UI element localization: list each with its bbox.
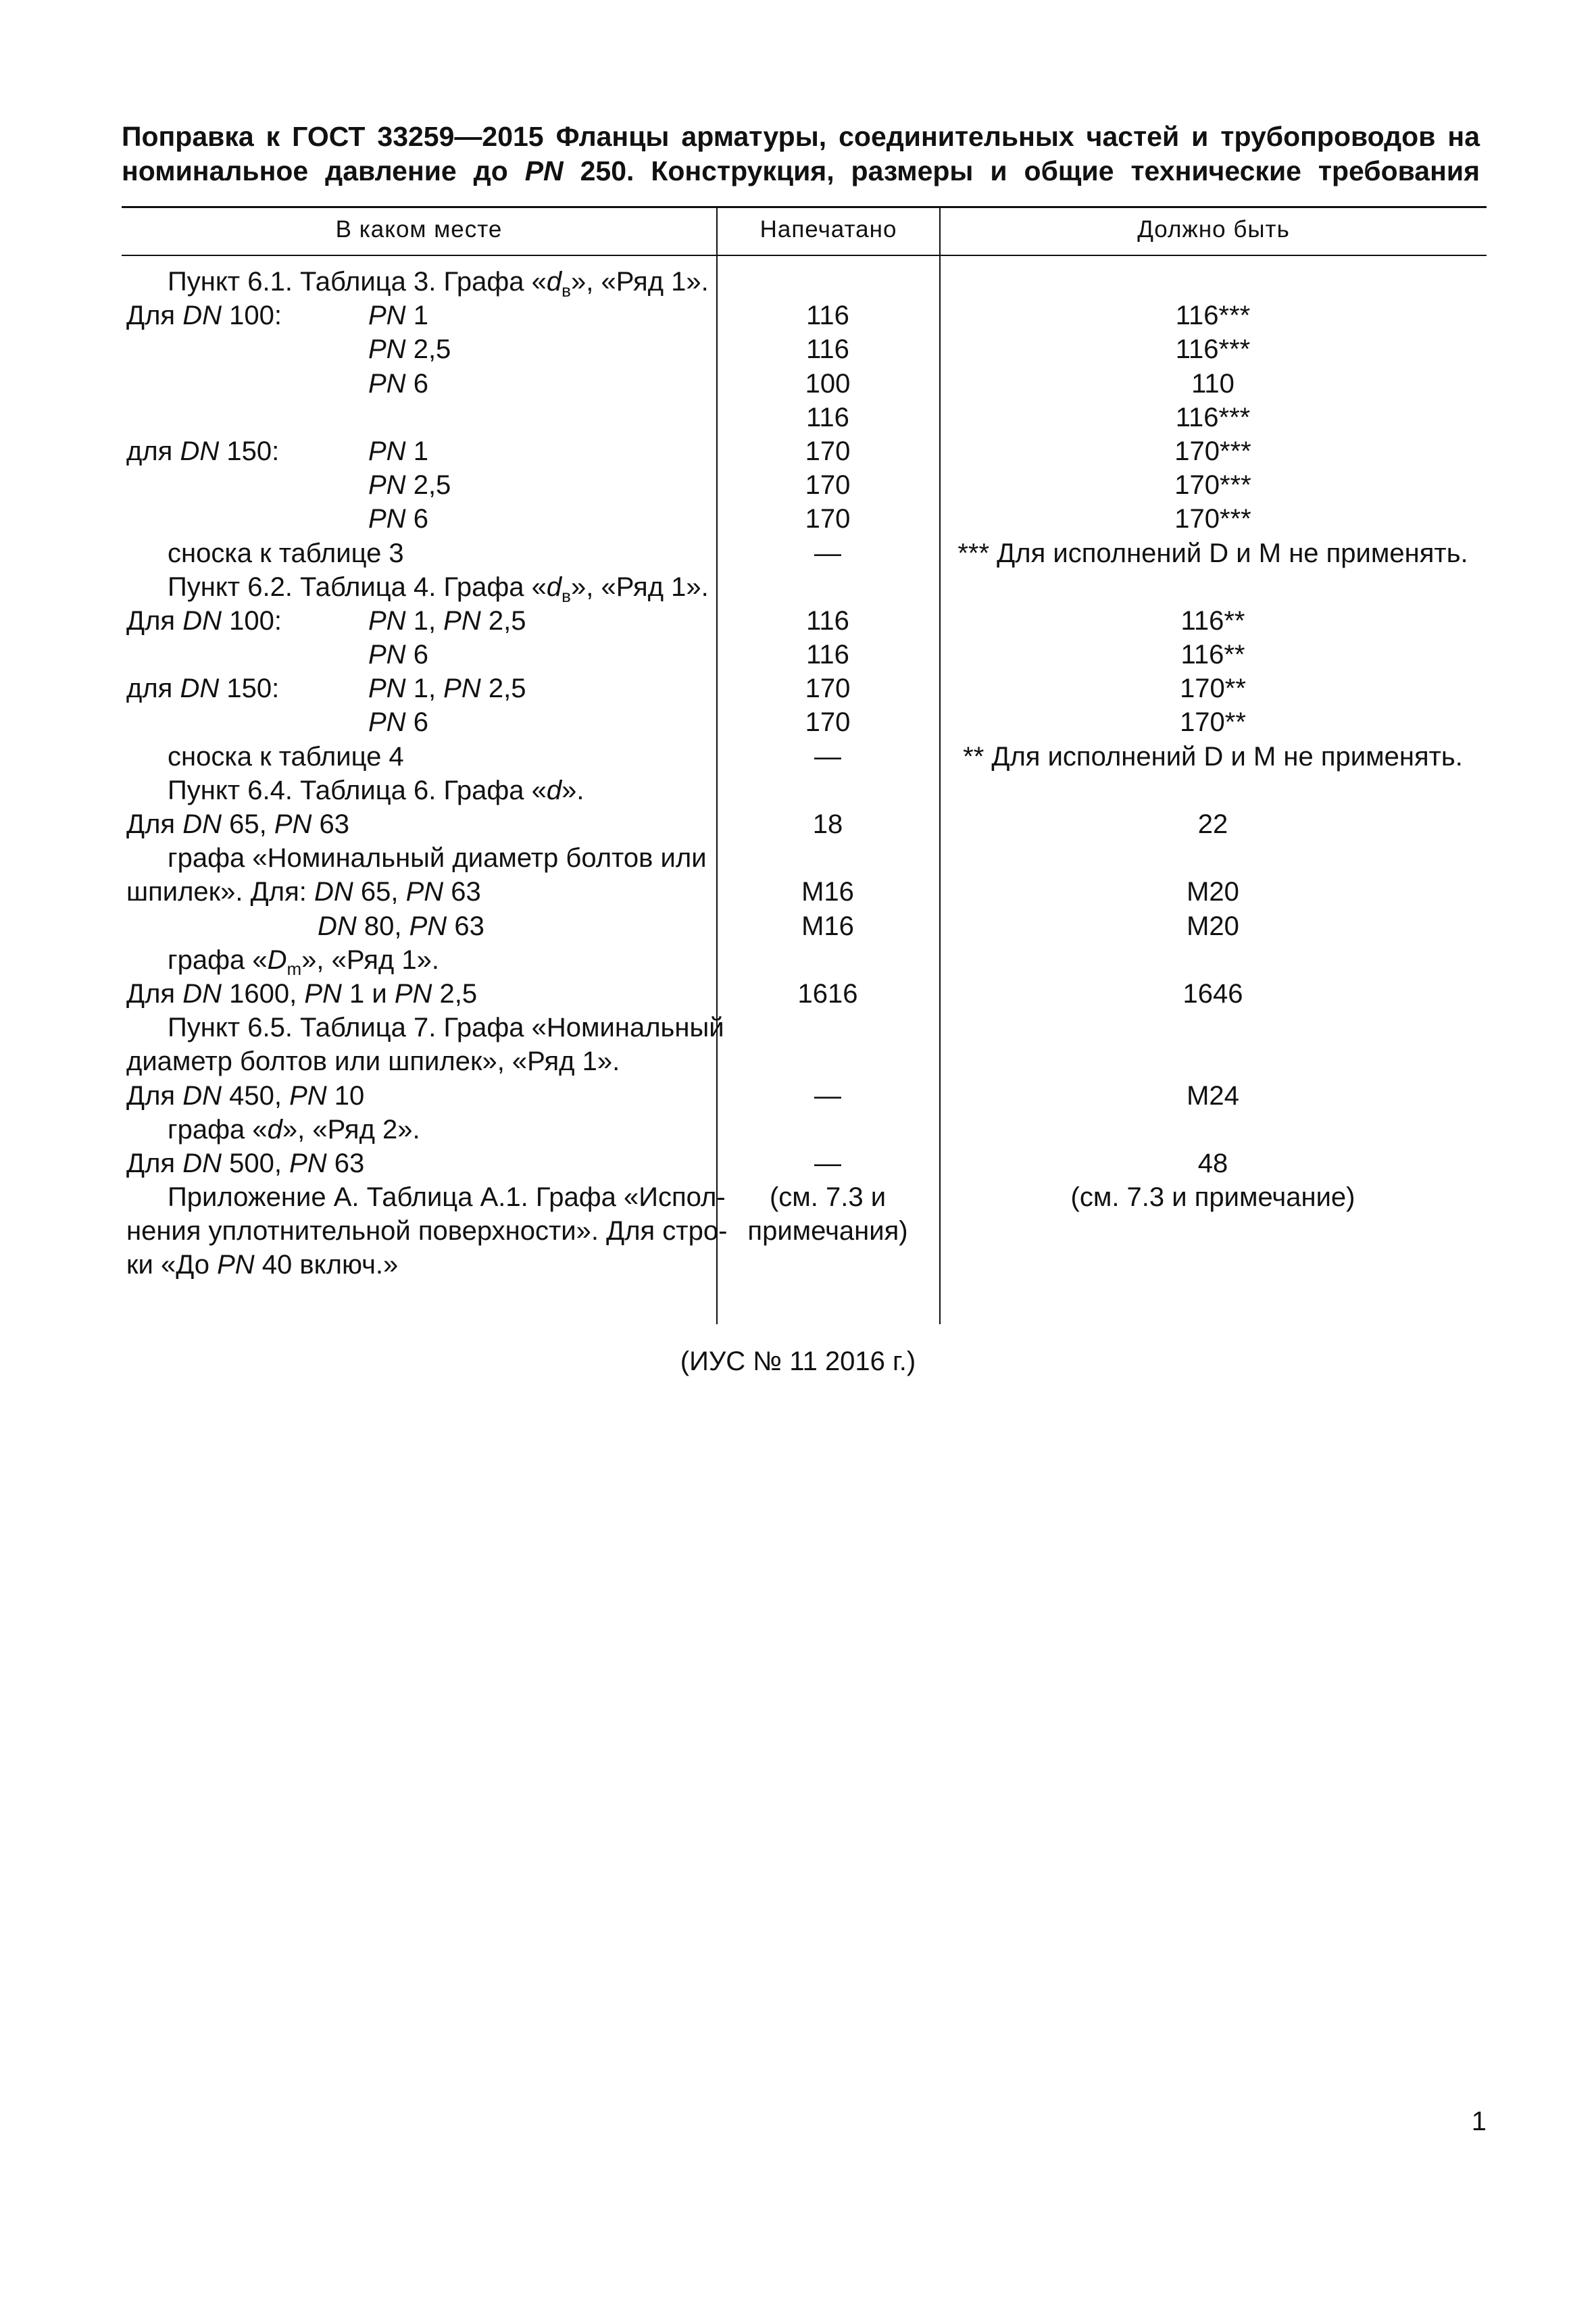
table-row [0, 536, 1596, 570]
printed-cell: 116 [806, 334, 849, 365]
should-be-cell: (см. 7.3 и примечание) [1070, 1182, 1355, 1213]
table-row [0, 841, 1596, 875]
table-row [0, 1045, 1596, 1078]
table-row [0, 943, 1596, 977]
printed-cell: М16 [801, 877, 854, 907]
where-cell: Для DN 450, PN 10 [126, 1080, 365, 1111]
printed-cell: 18 [812, 809, 843, 839]
table-row [0, 740, 1596, 774]
table-row [0, 468, 1596, 502]
printed-cell: 170 [805, 470, 851, 501]
should-be-cell: 116*** [1175, 334, 1251, 365]
document-title [122, 120, 1480, 188]
table-row [0, 502, 1596, 536]
table-row [0, 1011, 1596, 1045]
where-subcell: PN 1 [368, 301, 428, 331]
where-cell: Для DN 65, PN 63 [126, 809, 350, 839]
table-row [0, 672, 1596, 705]
table-header-rule [122, 255, 1487, 256]
should-be-cell: 170** [1180, 707, 1246, 738]
printed-cell: 116 [806, 640, 849, 670]
should-be-cell: 1646 [1182, 978, 1243, 1009]
table-row [0, 367, 1596, 401]
table-row [0, 434, 1596, 468]
table-row [0, 774, 1596, 807]
table-row [0, 265, 1596, 299]
printed-cell: 170 [805, 707, 851, 738]
table-row [0, 299, 1596, 332]
should-be-cell: 170*** [1174, 470, 1251, 501]
where-cell: Пункт 6.2. Таблица 4. Графа «$d_в$», «Ряд 1». [168, 572, 709, 606]
column-header-printed: Напечатано [759, 216, 897, 243]
should-be-cell: 116** [1180, 605, 1245, 636]
table-row [0, 705, 1596, 739]
printed-cell: (см. 7.3 и [769, 1182, 887, 1213]
table-row [0, 401, 1596, 434]
printed-cell: 116 [806, 605, 849, 636]
should-be-cell: 116** [1180, 640, 1245, 670]
where-subcell: PN 1 [368, 436, 428, 466]
printed-cell: — [814, 741, 841, 772]
title-line-1: Поправка к ГОСТ 33259—2015 Фланцы арматуры, соединительных частей и трубопроводов на [122, 121, 1480, 152]
should-be-cell: М20 [1187, 877, 1239, 907]
table-row [0, 570, 1596, 604]
should-be-cell: 48 [1197, 1148, 1228, 1178]
where-cell: диаметр болтов или шпилек», «Ряд 1». [126, 1047, 620, 1077]
should-be-cell: 170*** [1174, 504, 1251, 534]
table-row [0, 977, 1596, 1011]
should-be-cell: *** Для исполнений D и М не применять. [957, 538, 1468, 568]
printed-cell: 116 [806, 301, 849, 331]
printed-cell: 1616 [797, 978, 858, 1009]
table-row [0, 1214, 1596, 1248]
should-be-cell: М24 [1187, 1080, 1239, 1111]
table-row [0, 807, 1596, 841]
where-cell: ки «До PN 40 включ.» [126, 1250, 399, 1280]
where-cell: сноска к таблице 4 [168, 741, 404, 772]
where-subcell: PN 6 [368, 368, 428, 399]
should-be-cell: 116*** [1175, 301, 1251, 331]
where-subcell: PN 2,5 [368, 334, 451, 365]
where-subcell: PN 1, PN 2,5 [368, 674, 526, 704]
printed-cell: 116 [806, 402, 849, 432]
where-cell: сноска к таблице 3 [168, 538, 404, 568]
where-cell: нения уплотнительной поверхности». Для стро- [126, 1216, 728, 1247]
where-cell: графа «$D_m$», «Ряд 1». [168, 945, 439, 979]
where-cell: графа «Номинальный диаметр болтов или [168, 843, 707, 874]
table-row [0, 638, 1596, 672]
should-be-cell: 170** [1180, 674, 1246, 704]
where-cell: Для DN 100: [126, 605, 282, 636]
column-header-should-be: Должно быть [1137, 216, 1290, 243]
table-row [0, 875, 1596, 909]
should-be-cell: 170*** [1174, 436, 1251, 466]
printed-cell: 170 [805, 504, 851, 534]
where-cell: Пункт 6.4. Таблица 6. Графа «d». [168, 775, 584, 805]
table-row [0, 1147, 1596, 1180]
printed-cell: — [814, 1080, 841, 1111]
where-subcell: PN 6 [368, 640, 428, 670]
where-subcell: PN 6 [368, 504, 428, 534]
where-cell: Для DN 500, PN 63 [126, 1148, 365, 1178]
where-cell: для DN 150: [126, 436, 280, 466]
column-header-where: В каком месте [335, 216, 503, 243]
where-subcell: PN 6 [368, 707, 428, 738]
table-body [0, 265, 1596, 1282]
printed-cell: примечания) [747, 1216, 908, 1247]
where-cell: шпилек». Для: DN 65, PN 63 [126, 877, 481, 907]
table-row [0, 604, 1596, 638]
printed-cell: 170 [805, 436, 851, 466]
issue-reference: (ИУС № 11 2016 г.) [680, 1347, 916, 1376]
should-be-cell: 110 [1191, 368, 1235, 399]
where-cell: для DN 150: [126, 674, 280, 704]
where-subcell: DN 80, PN 63 [318, 911, 484, 941]
where-cell: Пункт 6.1. Таблица 3. Графа «$d_в$», «Ряд 1». [168, 267, 709, 301]
where-cell: Для DN 1600, PN 1 и PN 2,5 [126, 978, 478, 1009]
table-top-rule [122, 206, 1487, 208]
should-be-cell: ** Для исполнений D и М не применять. [963, 741, 1463, 772]
printed-cell: М16 [801, 911, 854, 941]
printed-cell: — [814, 1148, 841, 1178]
page-number: 1 [1471, 2107, 1487, 2136]
where-cell: графа «d», «Ряд 2». [168, 1114, 420, 1145]
table-row [0, 1248, 1596, 1282]
table-row [0, 1079, 1596, 1113]
should-be-cell: 116*** [1175, 402, 1251, 432]
table-row [0, 909, 1596, 943]
should-be-cell: М20 [1187, 911, 1239, 941]
where-cell: Пункт 6.5. Таблица 7. Графа «Номинальный [168, 1013, 724, 1043]
printed-cell: — [814, 538, 841, 568]
where-subcell: PN 2,5 [368, 470, 451, 501]
table-row [0, 332, 1596, 366]
printed-cell: 170 [805, 674, 851, 704]
title-line-2: номинальное давление до PN 250. Конструкция, размеры и общие технические требования [122, 155, 1480, 186]
table-row [0, 1180, 1596, 1214]
should-be-cell: 22 [1197, 809, 1228, 839]
where-cell: Для DN 100: [126, 301, 282, 331]
where-cell: Приложение А. Таблица А.1. Графа «Испол- [168, 1182, 726, 1213]
table-row [0, 1113, 1596, 1147]
where-subcell: PN 1, PN 2,5 [368, 605, 526, 636]
printed-cell: 100 [805, 368, 851, 399]
